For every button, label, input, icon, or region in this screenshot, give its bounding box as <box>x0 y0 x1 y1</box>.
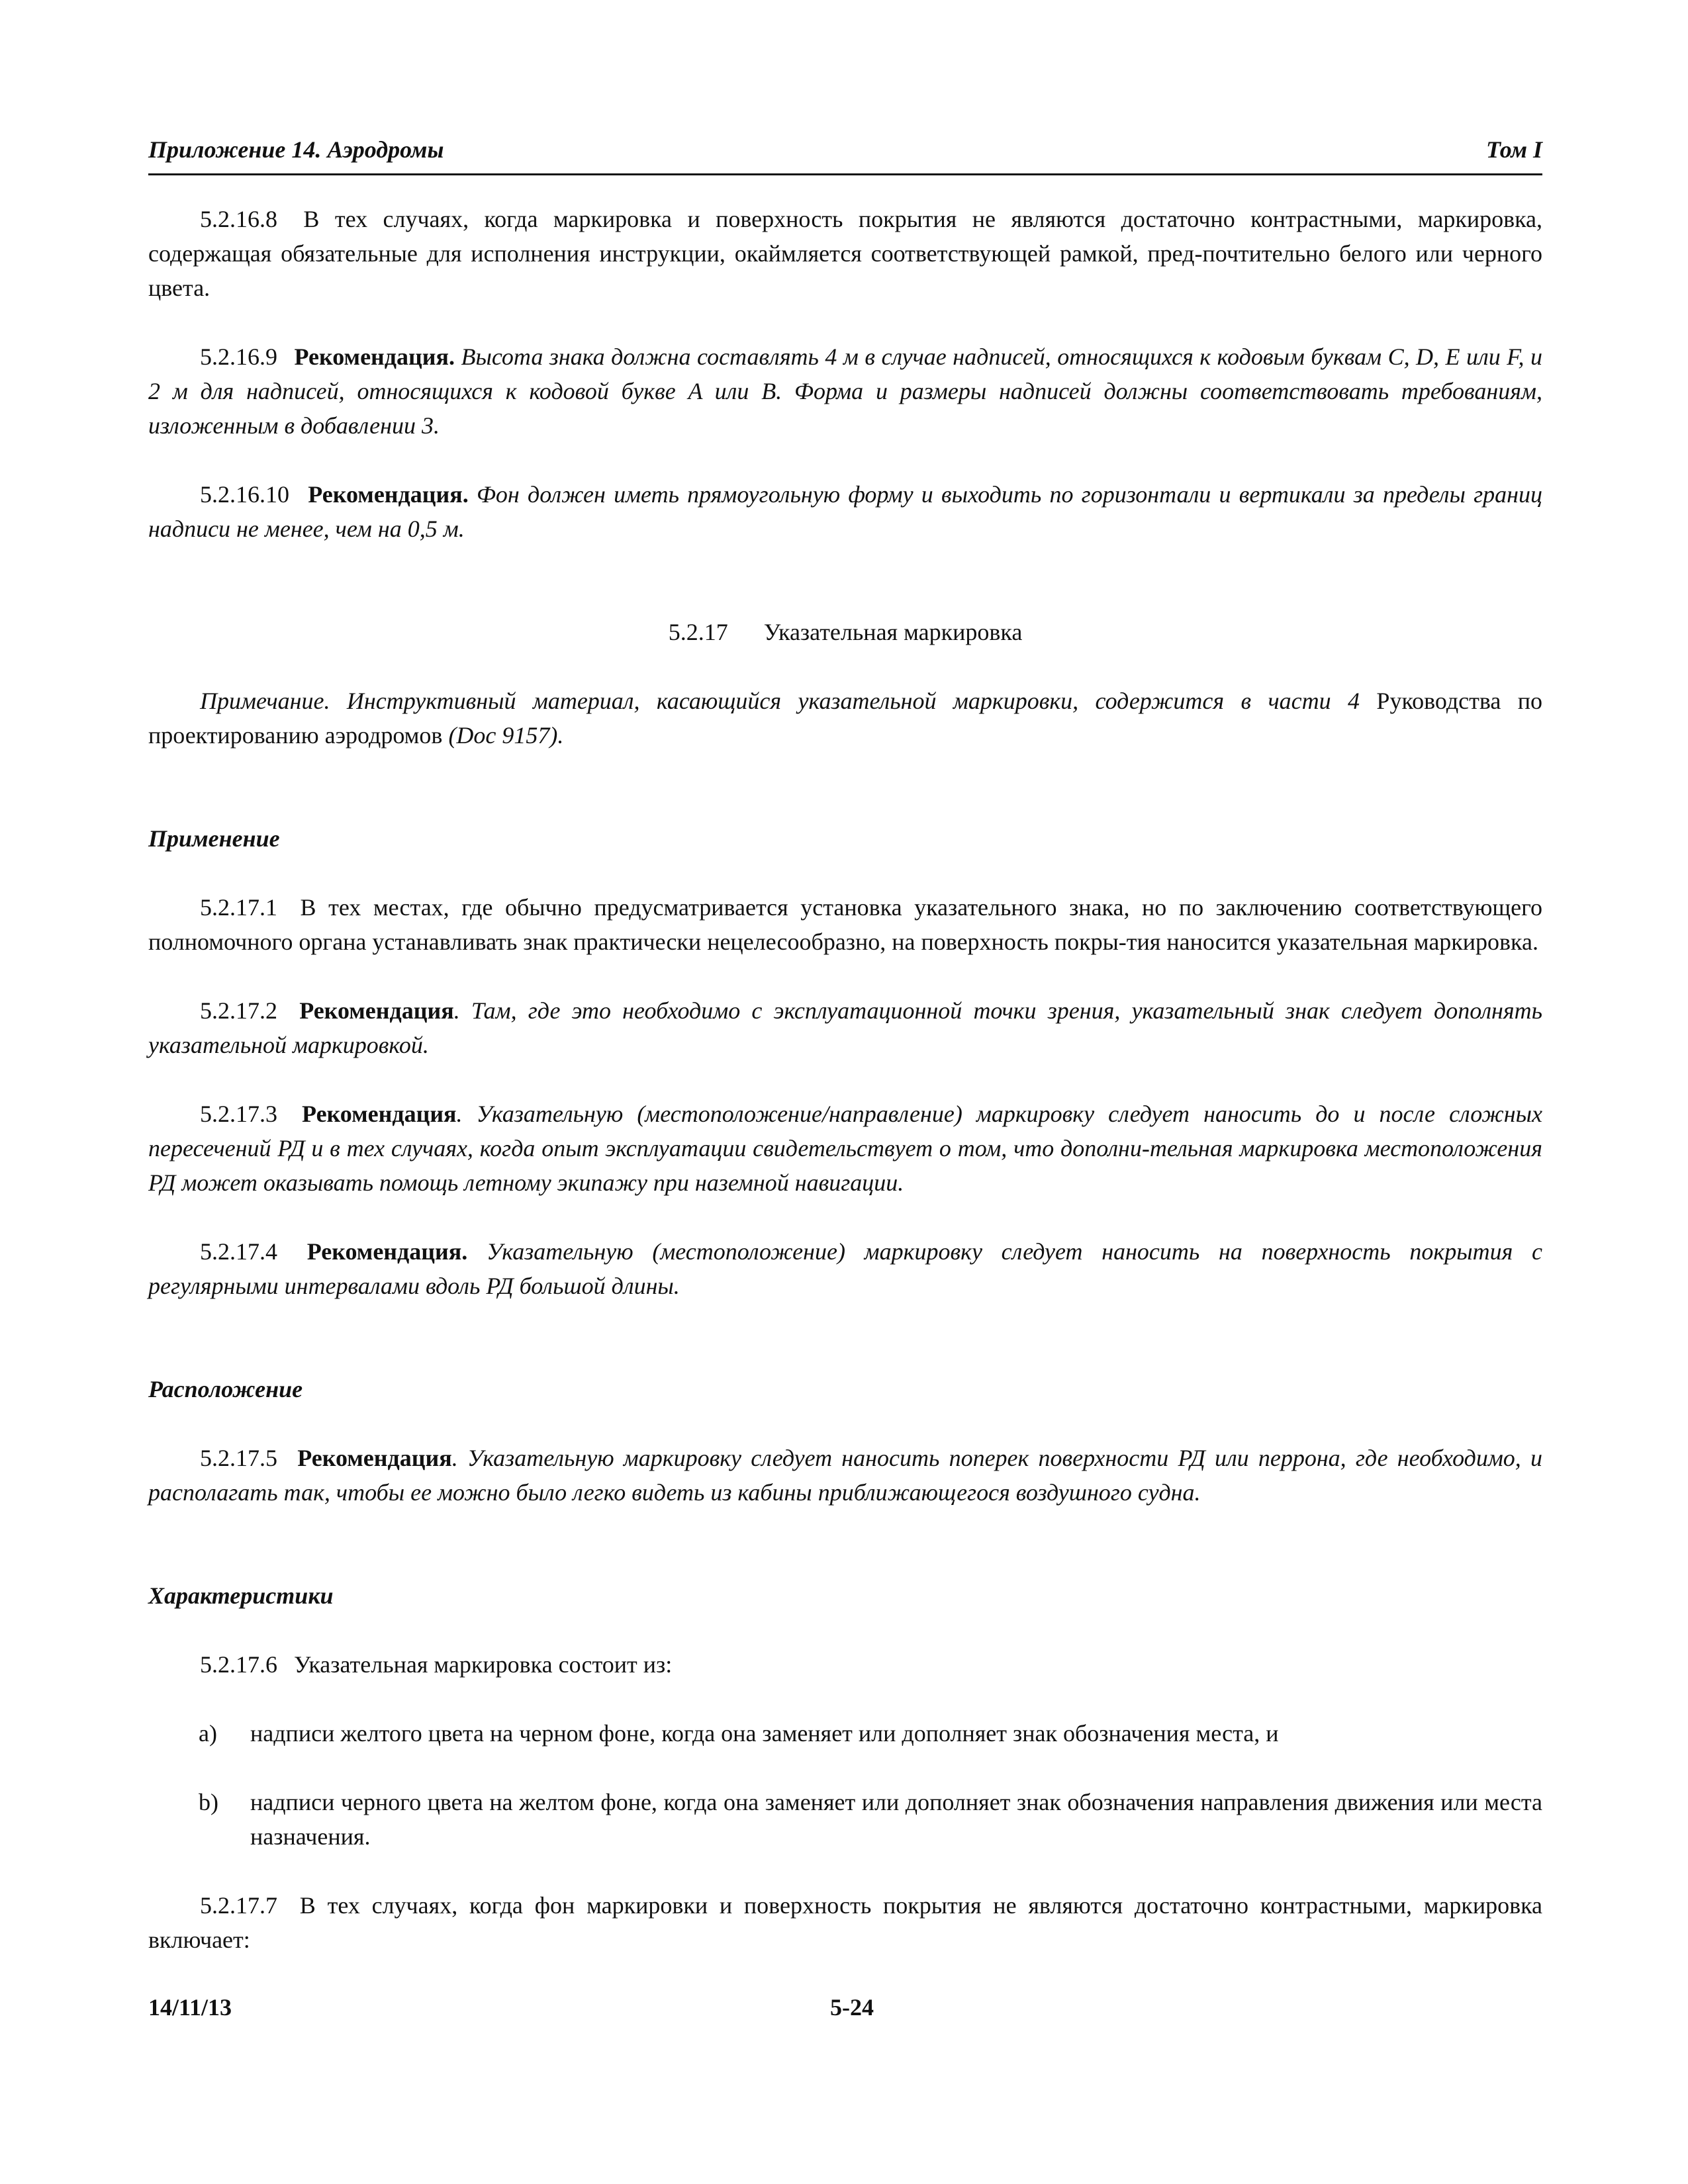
paragraph-text: Указательную (местоположение) маркировку следует наносить на поверхность покрытия с регулярными интервалами вдоль РД большой длины. <box>148 1238 1543 1299</box>
paragraph-text: . Указательную (местоположение/направление) маркировку следует наносить до и после сложных пересечений РД и в тех случаях, когда опыт эксплуатации свидетельствует о том, что дополни-тельная маркировка местоположения РД может оказывать помощь летному экипажу при наземной навигации. <box>148 1101 1543 1196</box>
paragraph-5-2-16-10 <box>148 477 1542 546</box>
paragraph-5-2-17-6 <box>148 1647 1542 1682</box>
header-title: Приложение 14. Аэродромы <box>148 136 444 163</box>
paragraph-number: 5.2.17.4 <box>200 1238 277 1265</box>
paragraph-5-2-17-2 <box>148 993 1542 1062</box>
list-item-label: b) <box>199 1789 218 1815</box>
recommendation-label: Рекомендация <box>302 1101 457 1127</box>
paragraph-number: 5.2.16.9 <box>200 343 277 370</box>
paragraph-5-2-16-8 <box>148 202 1542 305</box>
list-item-label: a) <box>199 1720 217 1747</box>
footer-date: 14/11/13 <box>148 1994 232 2021</box>
list-item <box>148 1716 1542 1751</box>
paragraph-number: 5.2.16.8 <box>200 206 277 232</box>
page-number: 5-24 <box>830 1994 874 2021</box>
paragraph-number: 5.2.17.2 <box>200 997 277 1024</box>
paragraph-5-2-17-7 <box>148 1888 1542 1957</box>
paragraph-number: 5.2.17.1 <box>200 894 277 921</box>
paragraph-text: . Указательную маркировку следует наносить поперек поверхности РД или перрона, где необходимо, и располагать так, чтобы ее можно было легко видеть из кабины приближающегося воздушного судна. <box>148 1445 1542 1506</box>
paragraph-number: 5.2.16.10 <box>200 481 289 508</box>
recommendation-label: Рекомендация. <box>294 343 455 370</box>
paragraph-text: В тех случаях, когда маркировка и поверхность покрытия не являются достаточно контрастными, маркировка, содержащая обязательные для исполнения инструкции, окаймляется соответствующей рамкой, пред-почтительно белого или черного цвета. <box>148 206 1543 301</box>
list-item <box>148 1785 1542 1854</box>
section-title: 5.2.17 Указательная маркировка <box>668 619 1023 645</box>
subheading-application: Применение <box>148 825 280 852</box>
paragraph-text: Высота знака должна составлять 4 м в случае надписей, относящихся к кодовым буквам C, D, E или F, и 2 м для надписей, относящихся к кодовой букве A или B. Форма и размеры надписей должны соответствовать требованиям, изложенным в добавлении 3. <box>148 343 1543 439</box>
recommendation-label: Рекомендация. <box>308 481 469 508</box>
note-label: Примечание. <box>200 688 330 714</box>
page-footer <box>148 1993 1542 2028</box>
list-item-text: надписи черного цвета на желтом фоне, когда она заменяет или дополняет знак обозначения направления движения или места назначения. <box>250 1789 1542 1850</box>
subheading-location: Расположение <box>148 1376 303 1402</box>
paragraph-text: . Там, где это необходимо с эксплуатационной точки зрения, указательный знак следует дополнять указательной маркировкой. <box>148 997 1543 1058</box>
paragraph-number: 5.2.17.7 <box>200 1892 277 1919</box>
paragraph-number: 5.2.17.5 <box>200 1445 277 1471</box>
paragraph-5-2-17-4 <box>148 1234 1542 1303</box>
paragraph-number: 5.2.17.3 <box>200 1101 277 1127</box>
subheading-characteristics: Характеристики <box>148 1582 334 1609</box>
recommendation-label: Рекомендация. <box>306 1238 468 1265</box>
recommendation-label: Рекомендация <box>297 1445 452 1471</box>
page-content <box>148 202 1542 1957</box>
page-header <box>148 136 1542 175</box>
paragraph-text: В тех местах, где обычно предусматривается установка указательного знака, но по заключению соответствующего полномочного органа устанавливать знак практически нецелесообразно, на поверхность покры-тия наносится указательная маркировка. <box>148 894 1542 955</box>
note-doc-title: Руководства по проектированию аэродромов <box>148 688 1543 749</box>
paragraph-5-2-17-3 <box>148 1097 1542 1200</box>
note <box>148 684 1542 752</box>
note-doc-ref: (Doc 9157). <box>448 722 564 749</box>
note-text: Инструктивный материал, касающийся указательной маркировки, содержится в части 4 <box>346 688 1360 714</box>
recommendation-label: Рекомендация <box>299 997 454 1024</box>
list-item-text: надписи желтого цвета на черном фоне, когда она заменяет или дополняет знак обозначения места, и <box>250 1720 1279 1747</box>
paragraph-5-2-16-9 <box>148 340 1542 443</box>
paragraph-5-2-17-5 <box>148 1441 1542 1510</box>
paragraph-5-2-17-1 <box>148 890 1542 959</box>
header-volume: Том I <box>1486 136 1542 163</box>
paragraph-text: Указательная маркировка состоит из: <box>294 1651 673 1678</box>
paragraph-text: В тех случаях, когда фон маркировки и поверхность покрытия не являются достаточно контрастными, маркировка включает: <box>148 1892 1543 1953</box>
paragraph-number: 5.2.17.6 <box>200 1651 277 1678</box>
paragraph-text: Фон должен иметь прямоугольную форму и выходить по горизонтали и вертикали за пределы границ надписи не менее, чем на 0,5 м. <box>148 481 1543 542</box>
